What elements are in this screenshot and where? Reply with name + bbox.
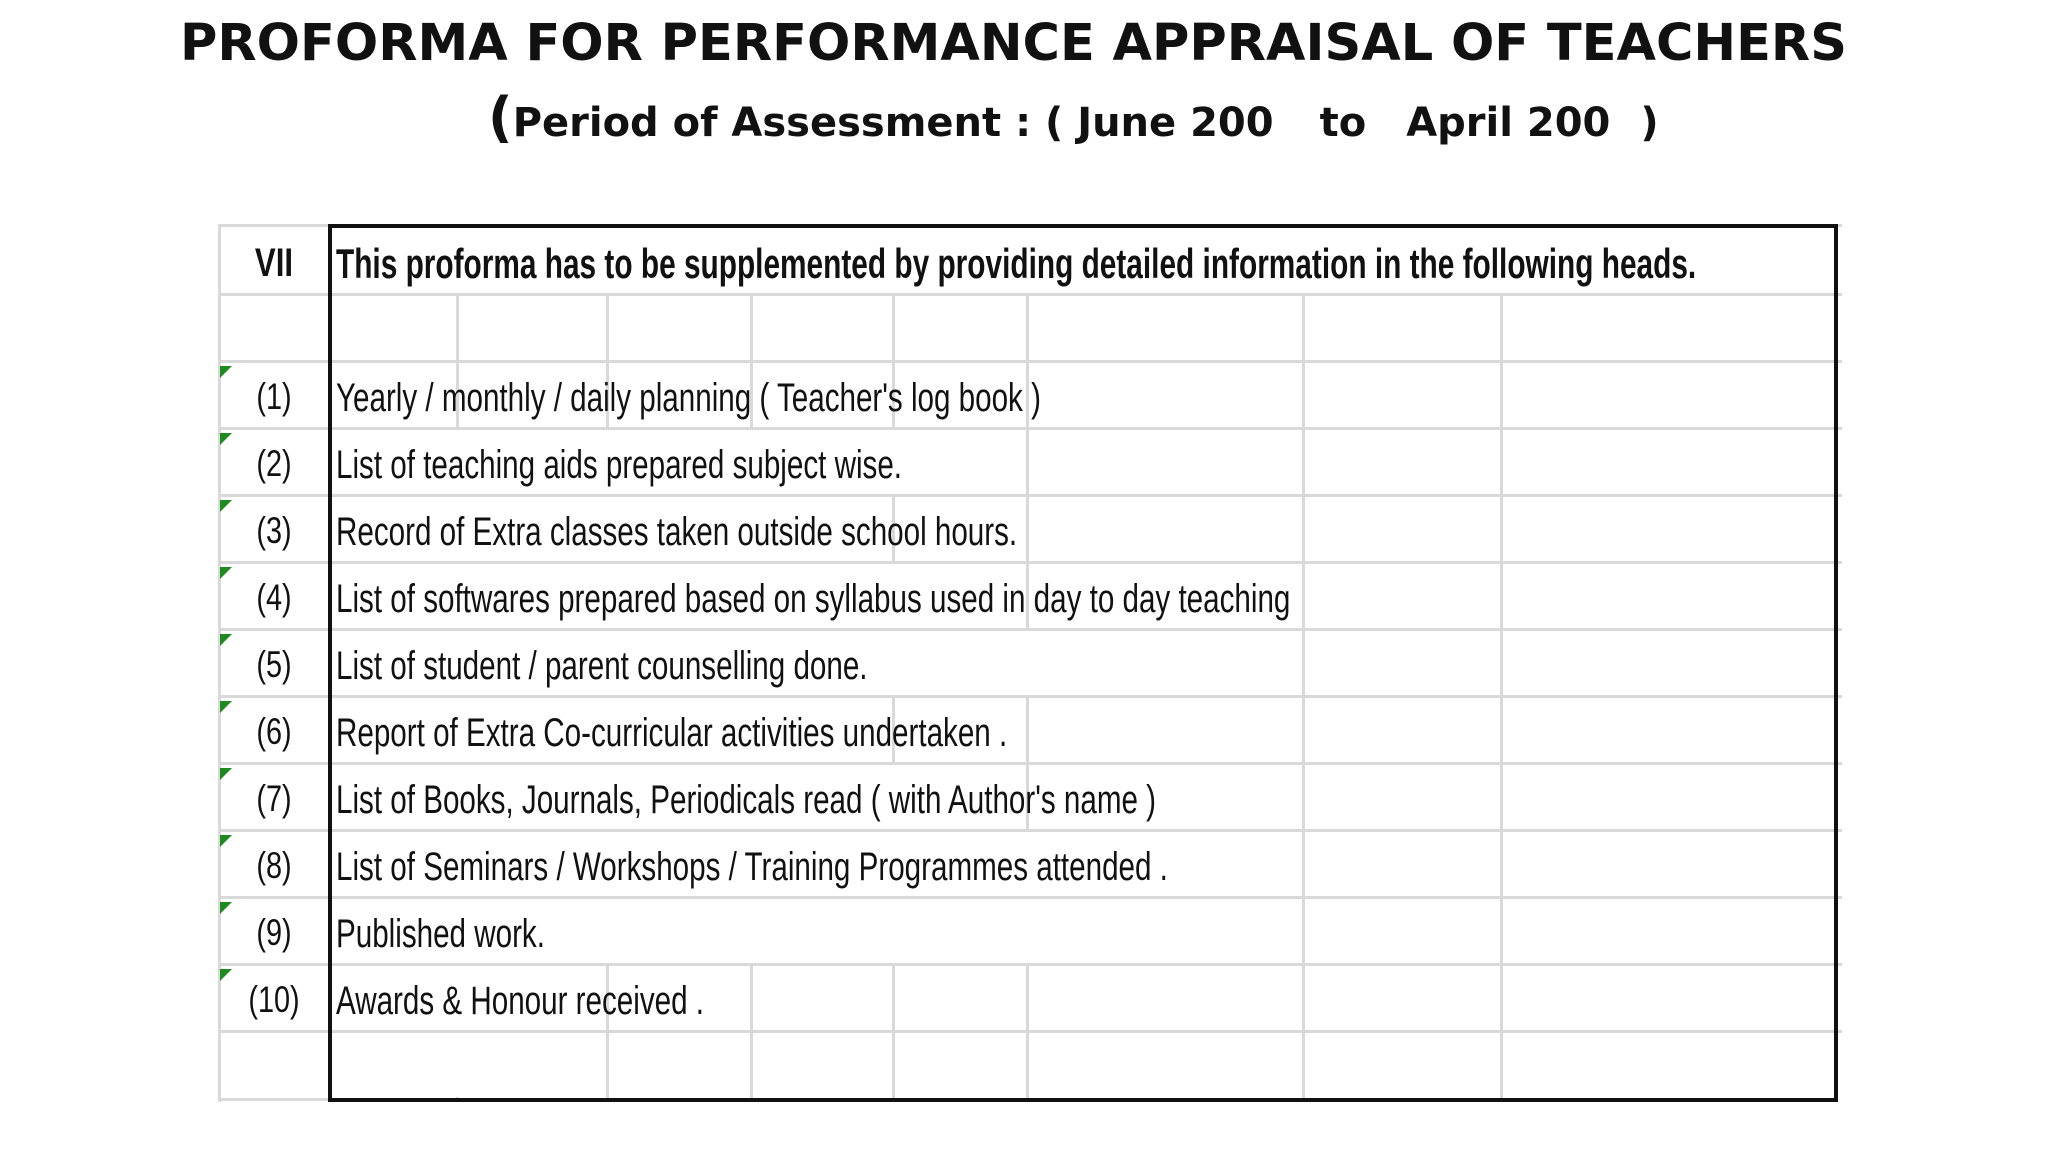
item-text: List of student / parent counselling done. <box>336 644 868 688</box>
item-text: List of Seminars / Workshops / Training Programmes attended . <box>336 845 1168 889</box>
item-text: Awards & Honour received . <box>336 979 704 1023</box>
subtitle-close-paren: ) <box>1640 100 1659 146</box>
spreadsheet-table <box>218 224 1842 1106</box>
subtitle-open-paren: ( <box>488 86 513 149</box>
assessment-period <box>488 86 1659 149</box>
item-number: (3) <box>256 510 292 551</box>
item-text: List of Books, Journals, Periodicals read ( with Author's name ) <box>336 778 1157 822</box>
item-number: (5) <box>256 644 292 685</box>
table-border <box>328 224 1838 1102</box>
item-number: (6) <box>256 711 292 752</box>
item-number: (8) <box>256 845 292 886</box>
item-number: (9) <box>256 912 292 953</box>
item-text: Record of Extra classes taken outside school hours. <box>336 510 1018 554</box>
item-number: (2) <box>256 443 292 484</box>
item-number: (4) <box>256 577 292 618</box>
gridline <box>218 1098 330 1101</box>
subtitle-to: to <box>1319 100 1367 146</box>
item-text: List of teaching aids prepared subject wise. <box>336 443 903 487</box>
section-number: VII <box>254 241 294 285</box>
section-instruction: This proforma has to be supplemented by providing detailed information in the following heads. <box>336 240 1697 287</box>
subtitle-end: April 200 <box>1406 100 1611 146</box>
item-text: Yearly / monthly / daily planning ( Teacher's log book ) <box>336 376 1041 420</box>
item-text: List of softwares prepared based on syllabus used in day to day teaching <box>336 577 1291 621</box>
item-number: (10) <box>248 979 300 1020</box>
item-text: Report of Extra Co-curricular activities undertaken . <box>336 711 1008 755</box>
subtitle-label: Period of Assessment : ( June 200 <box>512 100 1274 146</box>
item-number: (7) <box>256 778 292 819</box>
item-text: Published work. <box>336 912 545 956</box>
page-title: PROFORMA FOR PERFORMANCE APPRAISAL OF TEACHERS <box>180 14 1847 73</box>
item-number: (1) <box>256 376 292 417</box>
